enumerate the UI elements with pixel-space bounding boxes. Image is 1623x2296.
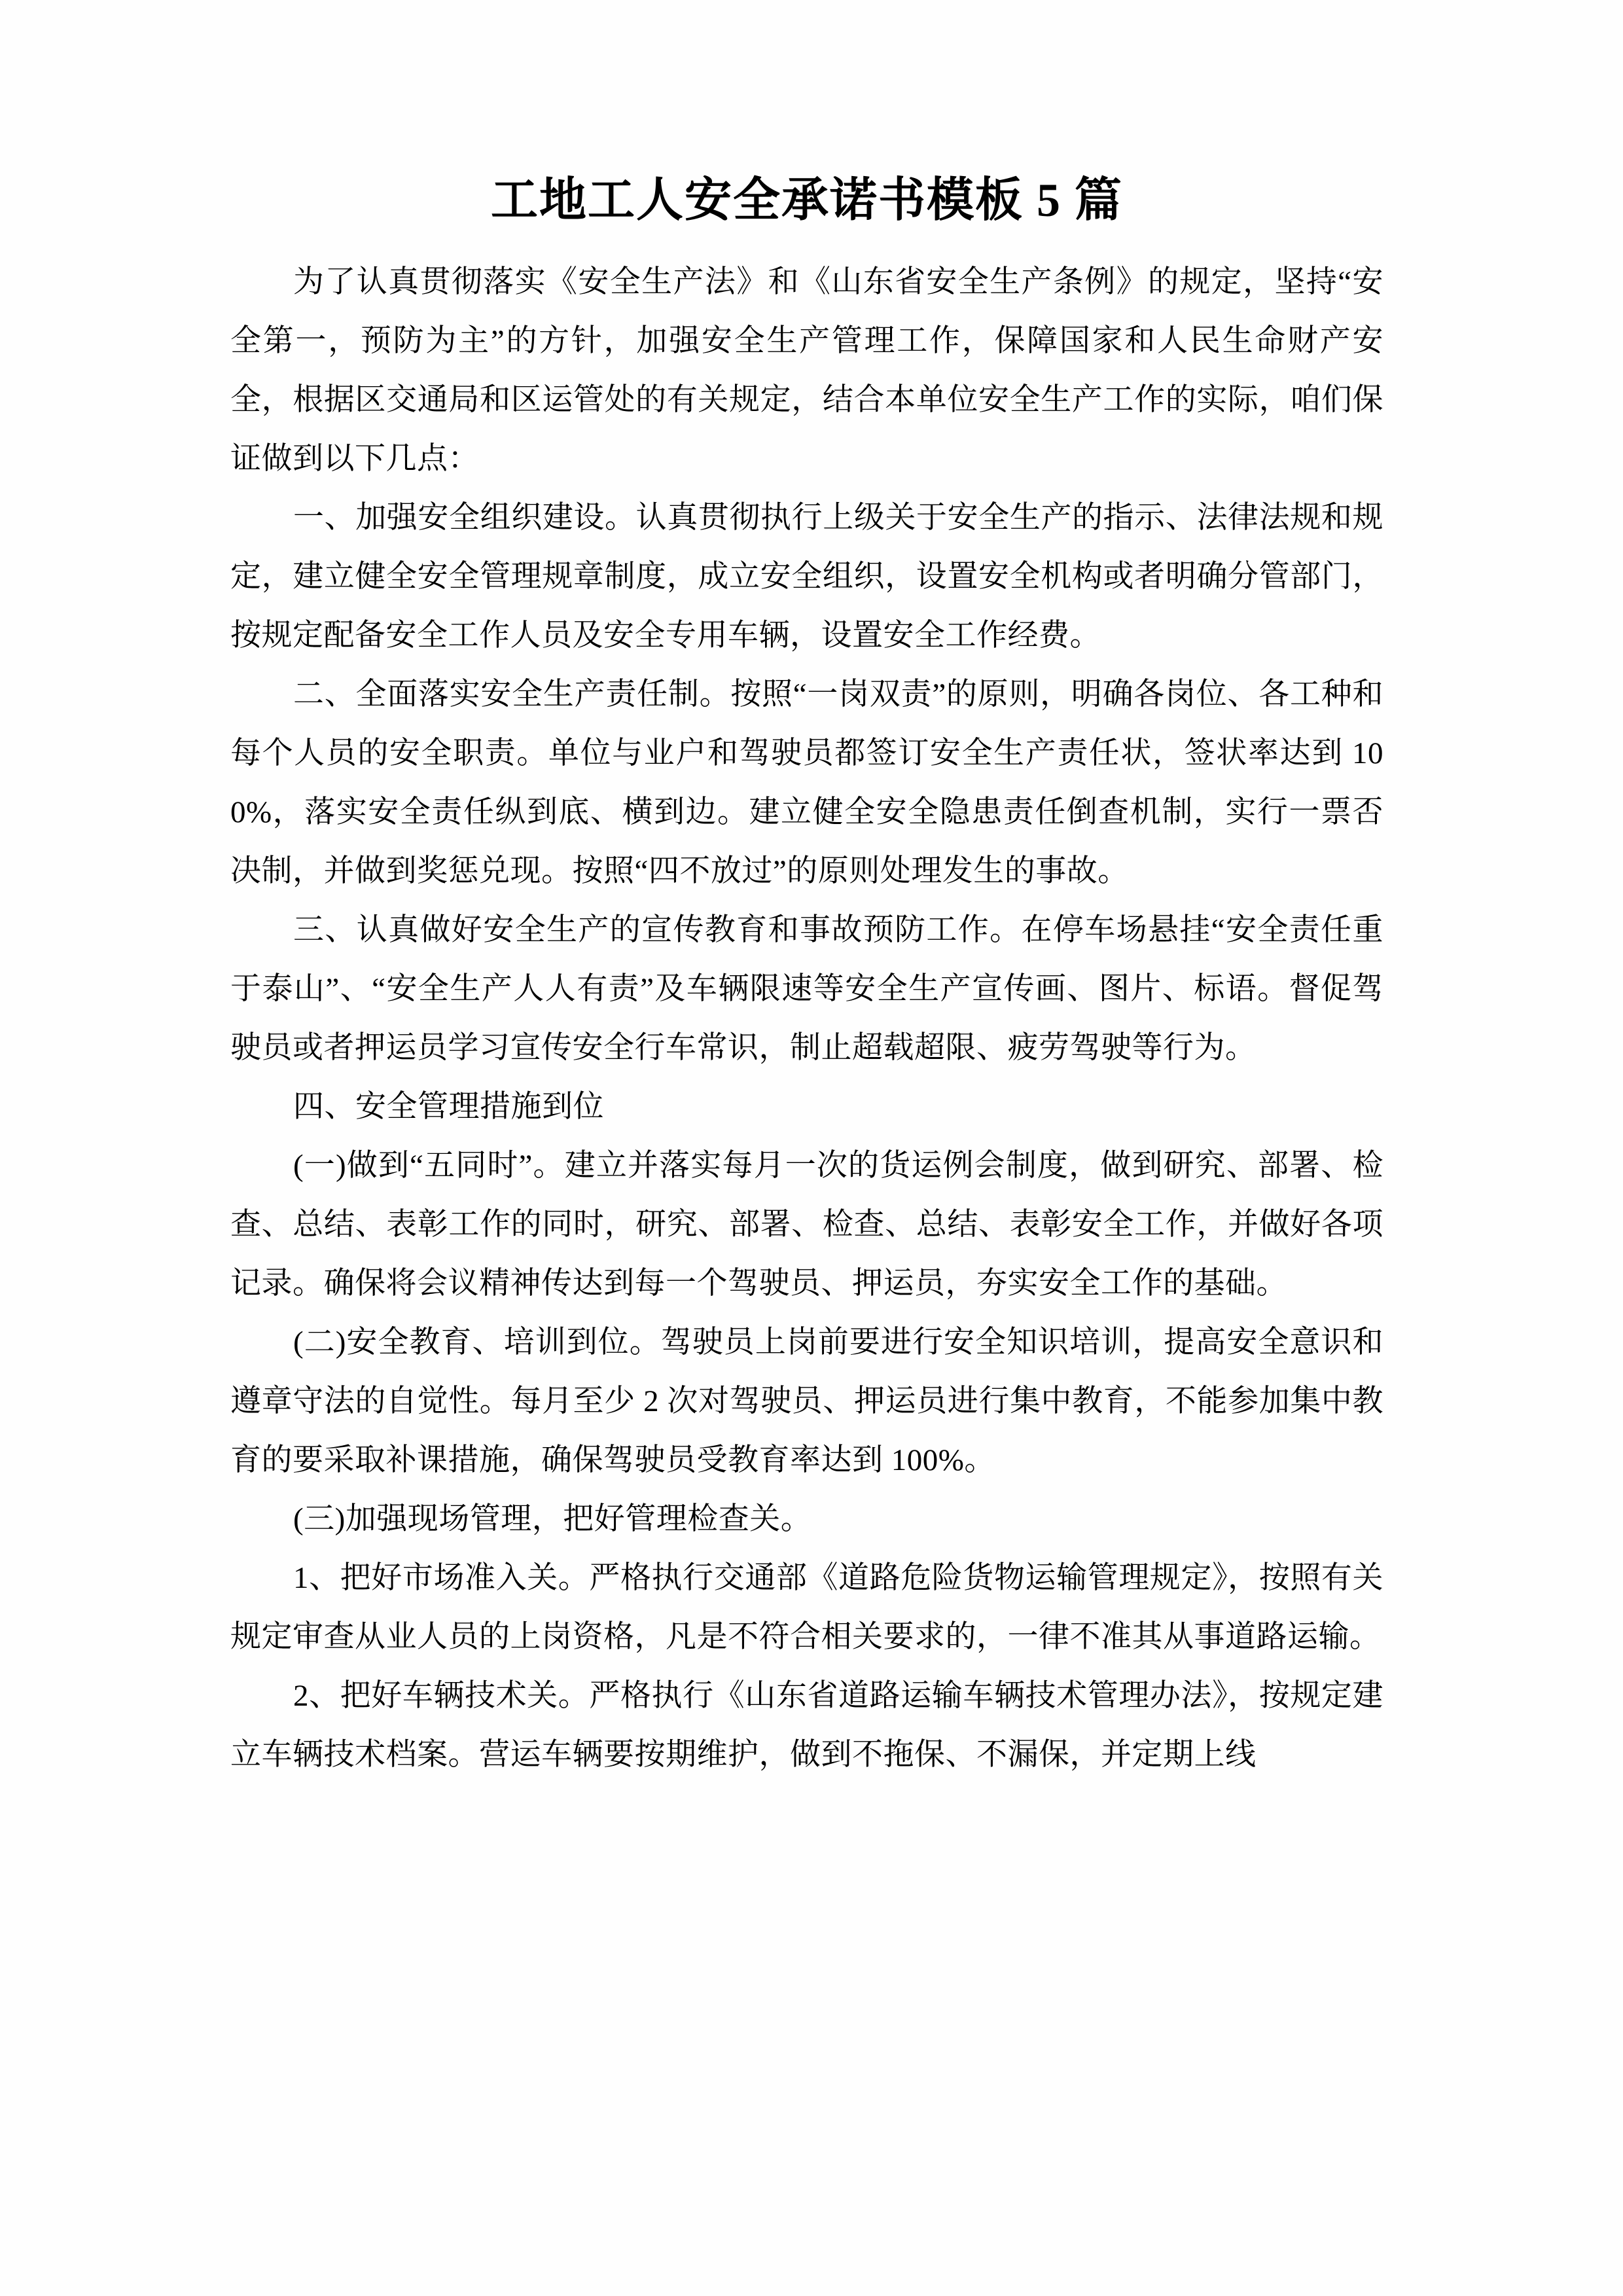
paragraph-item-4-2: (二)安全教育、培训到位。驾驶员上岗前要进行安全知识培训，提高安全意识和遵章守法的自觉性。每月至少 2 次对驾驶员、押运员进行集中教育，不能参加集中教育的要采取补课措施，确保驾驶员受教育率达到 100%。: [230, 1325, 1383, 1477]
paragraph-intro: 为了认真贯彻落实《安全生产法》和《山东省安全生产条例》的规定，坚持“安全第一，预防为主”的方针，加强安全生产管理工作，保障国家和人民生命财产安全，根据区交通局和区运管处的有关规定，结合本单位安全生产工作的实际，咱们保证做到以下几点：: [230, 265, 1383, 476]
paragraph-item-3: 三、认真做好安全生产的宣传教育和事故预防工作。在停车场悬挂“安全责任重于泰山”、“安全生产人人有责”及车辆限速等安全生产宣传画、图片、标语。督促驾驶员或者押运员学习宣传安全行车常识，制止超载超限、疲劳驾驶等行为。: [230, 913, 1383, 1065]
paragraph-item-2: 二、全面落实安全生产责任制。按照“一岗双责”的原则，明确各岗位、各工种和每个人员的安全职责。单位与业户和驾驶员都签订安全生产责任状，签状率达到 100%，落实安全责任纵到底、横到边。建立健全安全隐患责任倒查机制，实行一票否决制，并做到奖惩兑现。按照“四不放过”的原则处理发生的事故。: [230, 677, 1383, 888]
paragraph-item-4-3-2: 2、把好车辆技术关。严格执行《山东省道路运输车辆技术管理办法》，按规定建立车辆技术档案。营运车辆要按期维护，做到不拖保、不漏保，并定期上线: [230, 1679, 1383, 1772]
paragraph-item-4-1: (一)做到“五同时”。建立并落实每月一次的货运例会制度，做到研究、部署、检查、总结、表彰工作的同时，研究、部署、检查、总结、表彰安全工作，并做好各项记录。确保将会议精神传达到每一个驾驶员、押运员，夯实安全工作的基础。: [230, 1149, 1383, 1300]
paragraph-item-4-3: (三)加强现场管理，把好管理检查关。: [293, 1502, 812, 1536]
paragraph-item-4: 四、安全管理措施到位: [293, 1090, 604, 1124]
paragraph-item-1: 一、加强安全组织建设。认真贯彻执行上级关于安全生产的指示、法律法规和规定，建立健全安全管理规章制度，成立安全组织，设置安全机构或者明确分管部门，按规定配备安全工作人员及安全专用车辆，设置安全工作经费。: [230, 501, 1383, 653]
page-title: 工地工人安全承诺书模板 5 篇: [490, 174, 1123, 226]
document-content: [230, 164, 1383, 1784]
paragraph-item-4-3-1: 1、把好市场准入关。严格执行交通部《道路危险货物运输管理规定》，按照有关规定审查从业人员的上岗资格，凡是不符合相关要求的，一律不准其从事道路运输。: [230, 1561, 1383, 1654]
